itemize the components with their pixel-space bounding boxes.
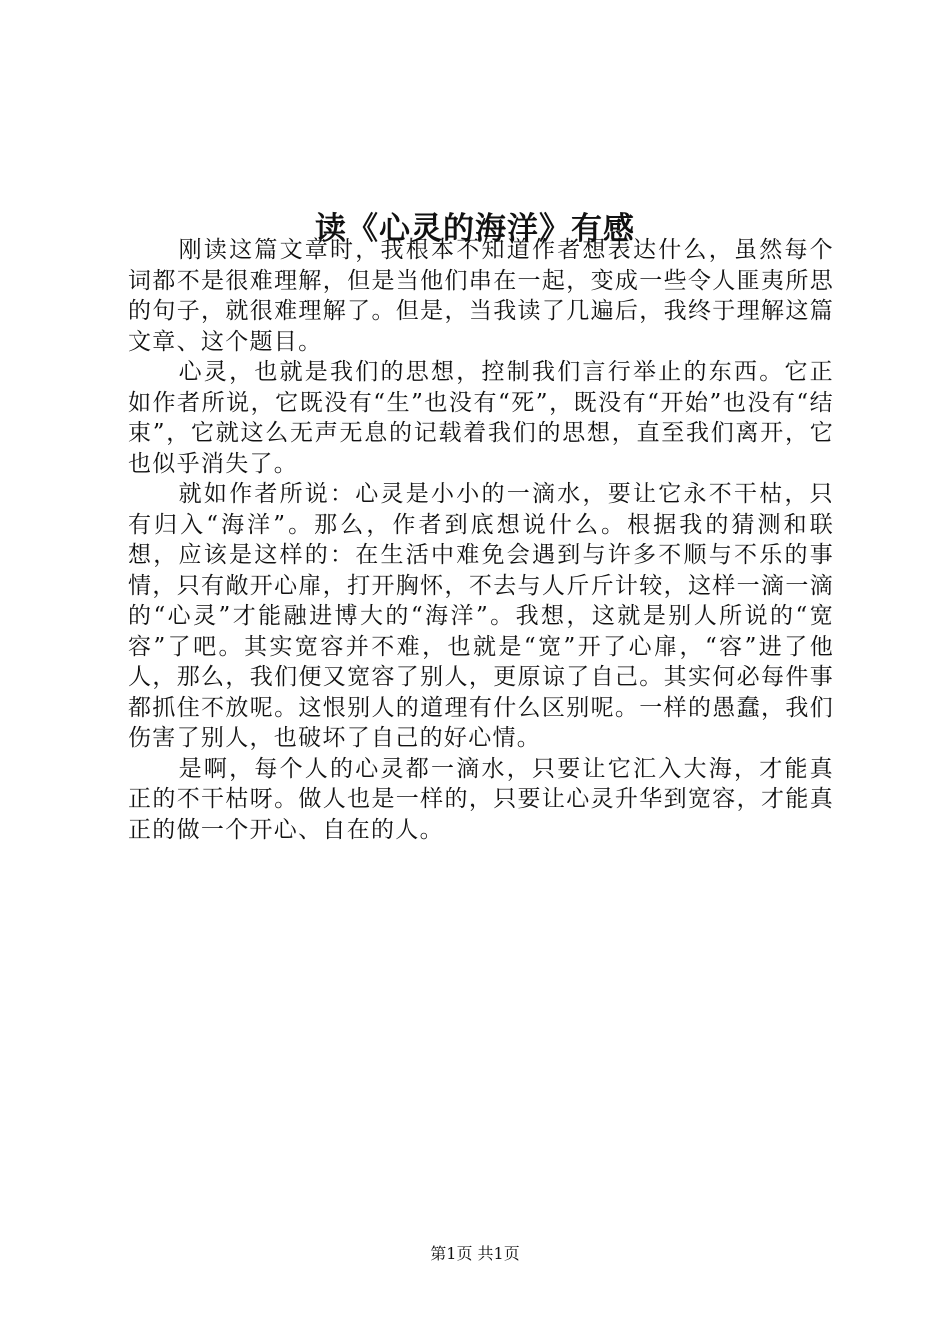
paragraph-4: 是啊，每个人的心灵都一滴水，只要让它汇入大海，才能真正的不干枯呀。做人也是一样的，只要让心灵升华到宽容，才能真正的做一个开心、自在的人。 xyxy=(128,755,834,843)
paragraph-1: 刚读这篇文章时，我根本不知道作者想表达什么，虽然每个词都不是很难理解，但是当他们串在一起，变成一些令人匪夷所思的句子，就很难理解了。但是，当我读了几遍后，我终于理解这篇文章、这个题目。 xyxy=(128,237,834,355)
document-title: 读《心灵的海洋》有感 xyxy=(315,210,635,247)
page-number-footer: 第1页 共1页 xyxy=(430,1244,520,1263)
document-body xyxy=(128,235,834,845)
paragraph-2: 心灵，也就是我们的思想，控制我们言行举止的东西。它正如作者所说，它既没有“生”也没有“死”，既没有“开始”也没有“结束”，它就这么无声无息的记载着我们的思想，直至我们离开，它也似乎消失了。 xyxy=(128,359,834,477)
paragraph-3: 就如作者所说：心灵是小小的一滴水，要让它永不干枯，只有归入“海洋”。那么，作者到底想说什么。根据我的猜测和联想，应该是这样的：在生活中难免会遇到与许多不顺与不乐的事情，只有敞开心扉，打开胸怀，不去与人斤斤计较，这样一滴一滴的“心灵”才能融进博大的“海洋”。我想，这就是别人所说的“宽容”了吧。其实宽容并不难，也就是“宽”开了心扉，“容”进了他人，那么，我们便又宽容了别人，更原谅了自己。其实何必每件事都抓住不放呢。这恨别人的道理有什么区别呢。一样的愚蠢，我们伤害了别人，也破坏了自己的好心情。 xyxy=(128,481,834,751)
